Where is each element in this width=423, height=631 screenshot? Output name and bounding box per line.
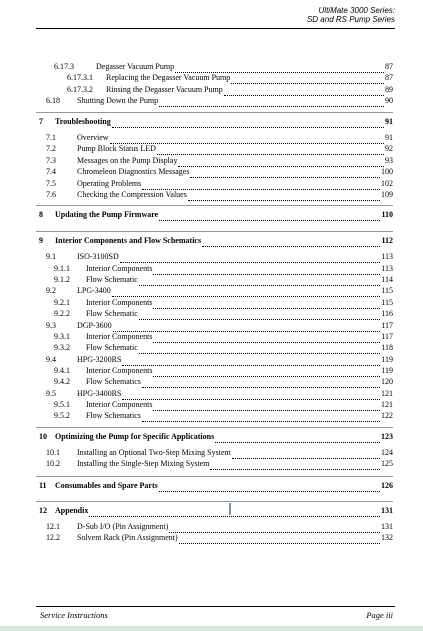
header-line-1: UltiMate 3000 Series: — [318, 6, 395, 15]
toc-entry-number: 7.2 — [46, 144, 56, 153]
toc-entry-title: LPG-3400 — [77, 286, 111, 295]
toc-entry[interactable] — [0, 133, 393, 143]
toc-entry[interactable] — [0, 459, 393, 469]
chapter-separator-rule — [36, 231, 393, 232]
toc-entry-title: Shutting Down the Pump — [77, 96, 159, 105]
toc-entry-page: 125 — [381, 459, 393, 468]
toc-entry[interactable] — [0, 332, 393, 342]
toc-entry-title: Interior Components — [86, 298, 153, 307]
toc-entry-page: 132 — [381, 533, 393, 542]
toc-dot-leader — [110, 137, 384, 144]
toc-entry-number: 9.1.1 — [54, 264, 70, 273]
toc-entry[interactable] — [0, 62, 393, 72]
toc-dot-leader — [159, 100, 384, 107]
toc-entry[interactable] — [0, 321, 393, 331]
toc-dot-leader — [153, 336, 380, 343]
toc-entry[interactable] — [0, 522, 393, 532]
toc-dot-leader — [142, 183, 380, 190]
toc-entry-number: 8 — [39, 210, 43, 219]
toc-dot-leader — [157, 148, 384, 155]
toc-entry-page: 114 — [381, 275, 393, 284]
toc-entry[interactable] — [0, 343, 393, 353]
toc-entry[interactable] — [0, 85, 393, 95]
toc-entry-title: Updating the Pump Firmware — [55, 210, 159, 219]
toc-entry-page: 119 — [381, 355, 393, 364]
toc-entry[interactable] — [0, 264, 393, 274]
toc-entry-number: 6.17.3 — [54, 62, 74, 71]
toc-entry-title: Flow Schematic — [86, 275, 138, 284]
toc-entry-number: 10.1 — [46, 448, 60, 457]
toc-entry-title: Interior Components — [86, 400, 153, 409]
chapter-separator-rule — [36, 501, 393, 502]
toc-entry-title: D-Sub I/O (Pin Assignment) — [77, 522, 169, 531]
toc-entry-title: Checking the Compression Values — [77, 190, 187, 199]
toc-entry[interactable] — [0, 411, 393, 421]
toc-entry-title: Interior Components — [86, 366, 153, 375]
toc-entry-page: 91 — [385, 117, 393, 126]
toc-entry[interactable] — [0, 236, 393, 246]
toc-entry-title: Optimizing the Pump for Specific Applications — [55, 432, 215, 441]
toc-dot-leader — [175, 66, 384, 73]
toc-entry-title: Installing an Optional Two-Step Mixing System — [77, 448, 231, 457]
toc-entry-number: 9.5.2 — [54, 411, 70, 420]
toc-entry-title: Flow Schematics — [86, 377, 141, 386]
toc-entry-title: Appendix — [55, 506, 89, 515]
toc-entry[interactable] — [0, 156, 393, 166]
toc-entry[interactable] — [0, 298, 393, 308]
chapter-separator-rule — [36, 112, 393, 113]
toc-entry[interactable] — [0, 167, 393, 177]
toc-entry-number: 7.4 — [46, 167, 56, 176]
toc-entry-title: Solvent Rack (Pin Assignment) — [77, 533, 178, 542]
toc-entry-page: 115 — [381, 286, 393, 295]
toc-entry[interactable] — [0, 275, 393, 285]
toc-entry-number: 10.2 — [46, 459, 60, 468]
toc-dot-leader — [159, 485, 380, 492]
toc-entry-page: 131 — [381, 506, 393, 515]
toc-dot-leader — [159, 214, 380, 221]
toc-entry[interactable] — [0, 210, 393, 220]
toc-entry-page: 121 — [381, 389, 393, 398]
running-header — [307, 6, 395, 24]
toc-entry-number: 6.18 — [46, 96, 60, 105]
footer-page-number: Page iii — [366, 610, 393, 620]
header-rule — [36, 28, 395, 29]
toc-dot-leader — [153, 268, 380, 275]
toc-entry-page: 100 — [381, 167, 393, 176]
toc-dot-leader — [139, 313, 381, 320]
text-cursor-marker — [229, 503, 231, 515]
toc-entry-number: 9.4 — [46, 355, 56, 364]
toc-dot-leader — [89, 510, 380, 517]
toc-entry-number: 9.3.1 — [54, 332, 70, 341]
toc-entry[interactable] — [0, 144, 393, 154]
toc-entry-page: 87 — [385, 62, 393, 71]
toc-entry-number: 9.1 — [46, 252, 56, 261]
toc-entry[interactable] — [0, 252, 393, 262]
toc-dot-leader — [153, 404, 380, 411]
toc-entry-title: Installing the Single-Step Mixing System — [77, 459, 210, 468]
chapter-separator-rule — [36, 427, 393, 428]
toc-entry-page: 119 — [381, 366, 393, 375]
toc-entry-page: 126 — [381, 481, 393, 490]
toc-entry[interactable] — [0, 179, 393, 189]
toc-entry-page: 117 — [381, 321, 393, 330]
toc-entry-title: Flow Schematic — [86, 343, 138, 352]
toc-entry-number: 9.3.2 — [54, 343, 70, 352]
toc-entry-title: Troubleshooting — [55, 117, 111, 126]
toc-entry-page: 102 — [381, 179, 393, 188]
chapter-separator-rule — [36, 205, 393, 206]
toc-dot-leader — [139, 279, 381, 286]
toc-entry-title: Operating Problems — [77, 179, 142, 188]
toc-entry-number: 9.5.1 — [54, 400, 70, 409]
toc-entry[interactable] — [0, 377, 393, 387]
toc-entry[interactable] — [0, 448, 393, 458]
toc-entry-title: Rinsing the Degasser Vacuum Pump — [106, 85, 223, 94]
toc-dot-leader — [231, 77, 384, 84]
toc-entry-title: Consumables and Spare Parts — [55, 481, 158, 490]
toc-entry-page: 87 — [385, 73, 393, 82]
toc-entry-number: 9.2.1 — [54, 298, 70, 307]
toc-dot-leader — [113, 325, 381, 332]
toc-dot-leader — [122, 359, 380, 366]
toc-entry-page: 115 — [381, 298, 393, 307]
header-line-2: SD and RS Pump Series — [306, 15, 395, 24]
toc-dot-leader — [210, 463, 380, 470]
toc-dot-leader — [139, 347, 381, 354]
toc-entry-number: 6.17.3.1 — [67, 73, 93, 82]
toc-entry-number: 7.1 — [46, 133, 56, 142]
toc-entry[interactable] — [0, 389, 393, 399]
toc-entry-page: 91 — [385, 133, 393, 142]
toc-dot-leader — [112, 290, 381, 297]
toc-entry[interactable] — [0, 73, 393, 83]
toc-dot-leader — [169, 526, 380, 533]
toc-entry-number: 9.2.2 — [54, 309, 70, 318]
toc-entry[interactable] — [0, 190, 393, 200]
toc-entry-page: 112 — [381, 236, 393, 245]
footer-document-type: Service Instructions — [40, 610, 108, 620]
toc-entry[interactable] — [0, 506, 393, 516]
toc-entry[interactable] — [0, 432, 393, 442]
toc-entry-title: HPG-3200RS — [77, 355, 122, 364]
toc-entry-number: 7.3 — [46, 156, 56, 165]
toc-entry-title: ISO-3100SD — [77, 252, 119, 261]
toc-entry[interactable] — [0, 533, 393, 543]
toc-entry-title: Replacing the Degasser Vacuum Pump — [106, 73, 231, 82]
toc-entry-page: 120 — [381, 377, 393, 386]
toc-entry-page: 116 — [381, 309, 393, 318]
toc-entry[interactable] — [0, 400, 393, 410]
toc-entry-page: 121 — [381, 400, 393, 409]
toc-entry-title: Interior Components — [86, 332, 153, 341]
toc-entry[interactable] — [0, 481, 393, 491]
toc-dot-leader — [153, 370, 380, 377]
toc-entry-number: 6.17.3.2 — [67, 85, 93, 94]
toc-entry-page: 92 — [385, 144, 393, 153]
toc-dot-leader — [178, 160, 384, 167]
toc-dot-leader — [179, 537, 380, 544]
toc-entry-title: DGP-3600 — [77, 321, 112, 330]
toc-entry[interactable] — [0, 309, 393, 319]
toc-entry-page: 90 — [385, 96, 393, 105]
toc-entry-page: 117 — [381, 332, 393, 341]
toc-entry-number: 9.1.2 — [54, 275, 70, 284]
toc-entry-title: Messages on the Pump Display — [77, 156, 178, 165]
toc-entry-number: 9.4.2 — [54, 377, 70, 386]
toc-entry-title: Flow Schematics — [86, 411, 141, 420]
toc-entry-number: 9.5 — [46, 389, 56, 398]
toc-dot-leader — [112, 121, 384, 128]
toc-entry-number: 7.6 — [46, 190, 56, 199]
toc-entry-number: 10 — [39, 432, 47, 441]
toc-dot-leader — [142, 415, 380, 422]
toc-entry-number: 9.2 — [46, 286, 56, 295]
toc-entry-title: Interior Components — [86, 264, 153, 273]
toc-entry-title: Overview — [77, 133, 109, 142]
chapter-separator-rule — [36, 476, 393, 477]
toc-entry-page: 110 — [381, 210, 393, 219]
toc-entry-number: 7 — [39, 117, 43, 126]
toc-entry-title: HPG-3400RS — [77, 389, 122, 398]
toc-dot-leader — [142, 381, 380, 388]
toc-entry-page: 118 — [381, 343, 393, 352]
toc-entry-page: 122 — [381, 411, 393, 420]
toc-entry-title: Pump Block Status LED — [77, 144, 156, 153]
toc-entry-title: Degasser Vacuum Pump — [96, 62, 175, 71]
toc-entry-number: 9 — [39, 236, 43, 245]
toc-entry-page: 109 — [381, 190, 393, 199]
toc-entry-number: 12 — [39, 506, 47, 515]
toc-entry[interactable] — [0, 286, 393, 296]
toc-dot-leader — [120, 256, 381, 263]
toc-dot-leader — [153, 302, 380, 309]
toc-dot-leader — [122, 393, 380, 400]
toc-entry-page: 89 — [385, 85, 393, 94]
toc-entry-page: 131 — [381, 522, 393, 531]
toc-entry-page: 93 — [385, 156, 393, 165]
toc-entry-page: 113 — [381, 264, 393, 273]
toc-entry-number: 11 — [39, 481, 47, 490]
window-bottom-band — [0, 626, 423, 631]
toc-entry[interactable] — [0, 117, 393, 127]
toc-entry-number: 12.1 — [46, 522, 60, 531]
toc-dot-leader — [224, 89, 384, 96]
toc-dot-leader — [232, 452, 380, 459]
footer-rule — [36, 606, 395, 607]
toc-dot-leader — [202, 240, 380, 247]
toc-entry-number: 7.5 — [46, 179, 56, 188]
toc-dot-leader — [190, 171, 380, 178]
toc-dot-leader — [215, 436, 380, 443]
toc-entry-title: Flow Schematic — [86, 309, 138, 318]
toc-entry-page: 113 — [381, 252, 393, 261]
toc-entry-page: 123 — [381, 432, 393, 441]
toc-entry[interactable] — [0, 96, 393, 106]
toc-entry[interactable] — [0, 355, 393, 365]
toc-entry-number: 9.4.1 — [54, 366, 70, 375]
toc-entry-number: 9.3 — [46, 321, 56, 330]
toc-entry-number: 12.2 — [46, 533, 60, 542]
toc-entry-title: Chromeleon Diagnostics Messages — [77, 167, 190, 176]
toc-dot-leader — [188, 194, 380, 201]
toc-entry-title: Interior Components and Flow Schematics — [55, 236, 202, 245]
toc-entry-page: 124 — [381, 448, 393, 457]
toc-entry[interactable] — [0, 366, 393, 376]
